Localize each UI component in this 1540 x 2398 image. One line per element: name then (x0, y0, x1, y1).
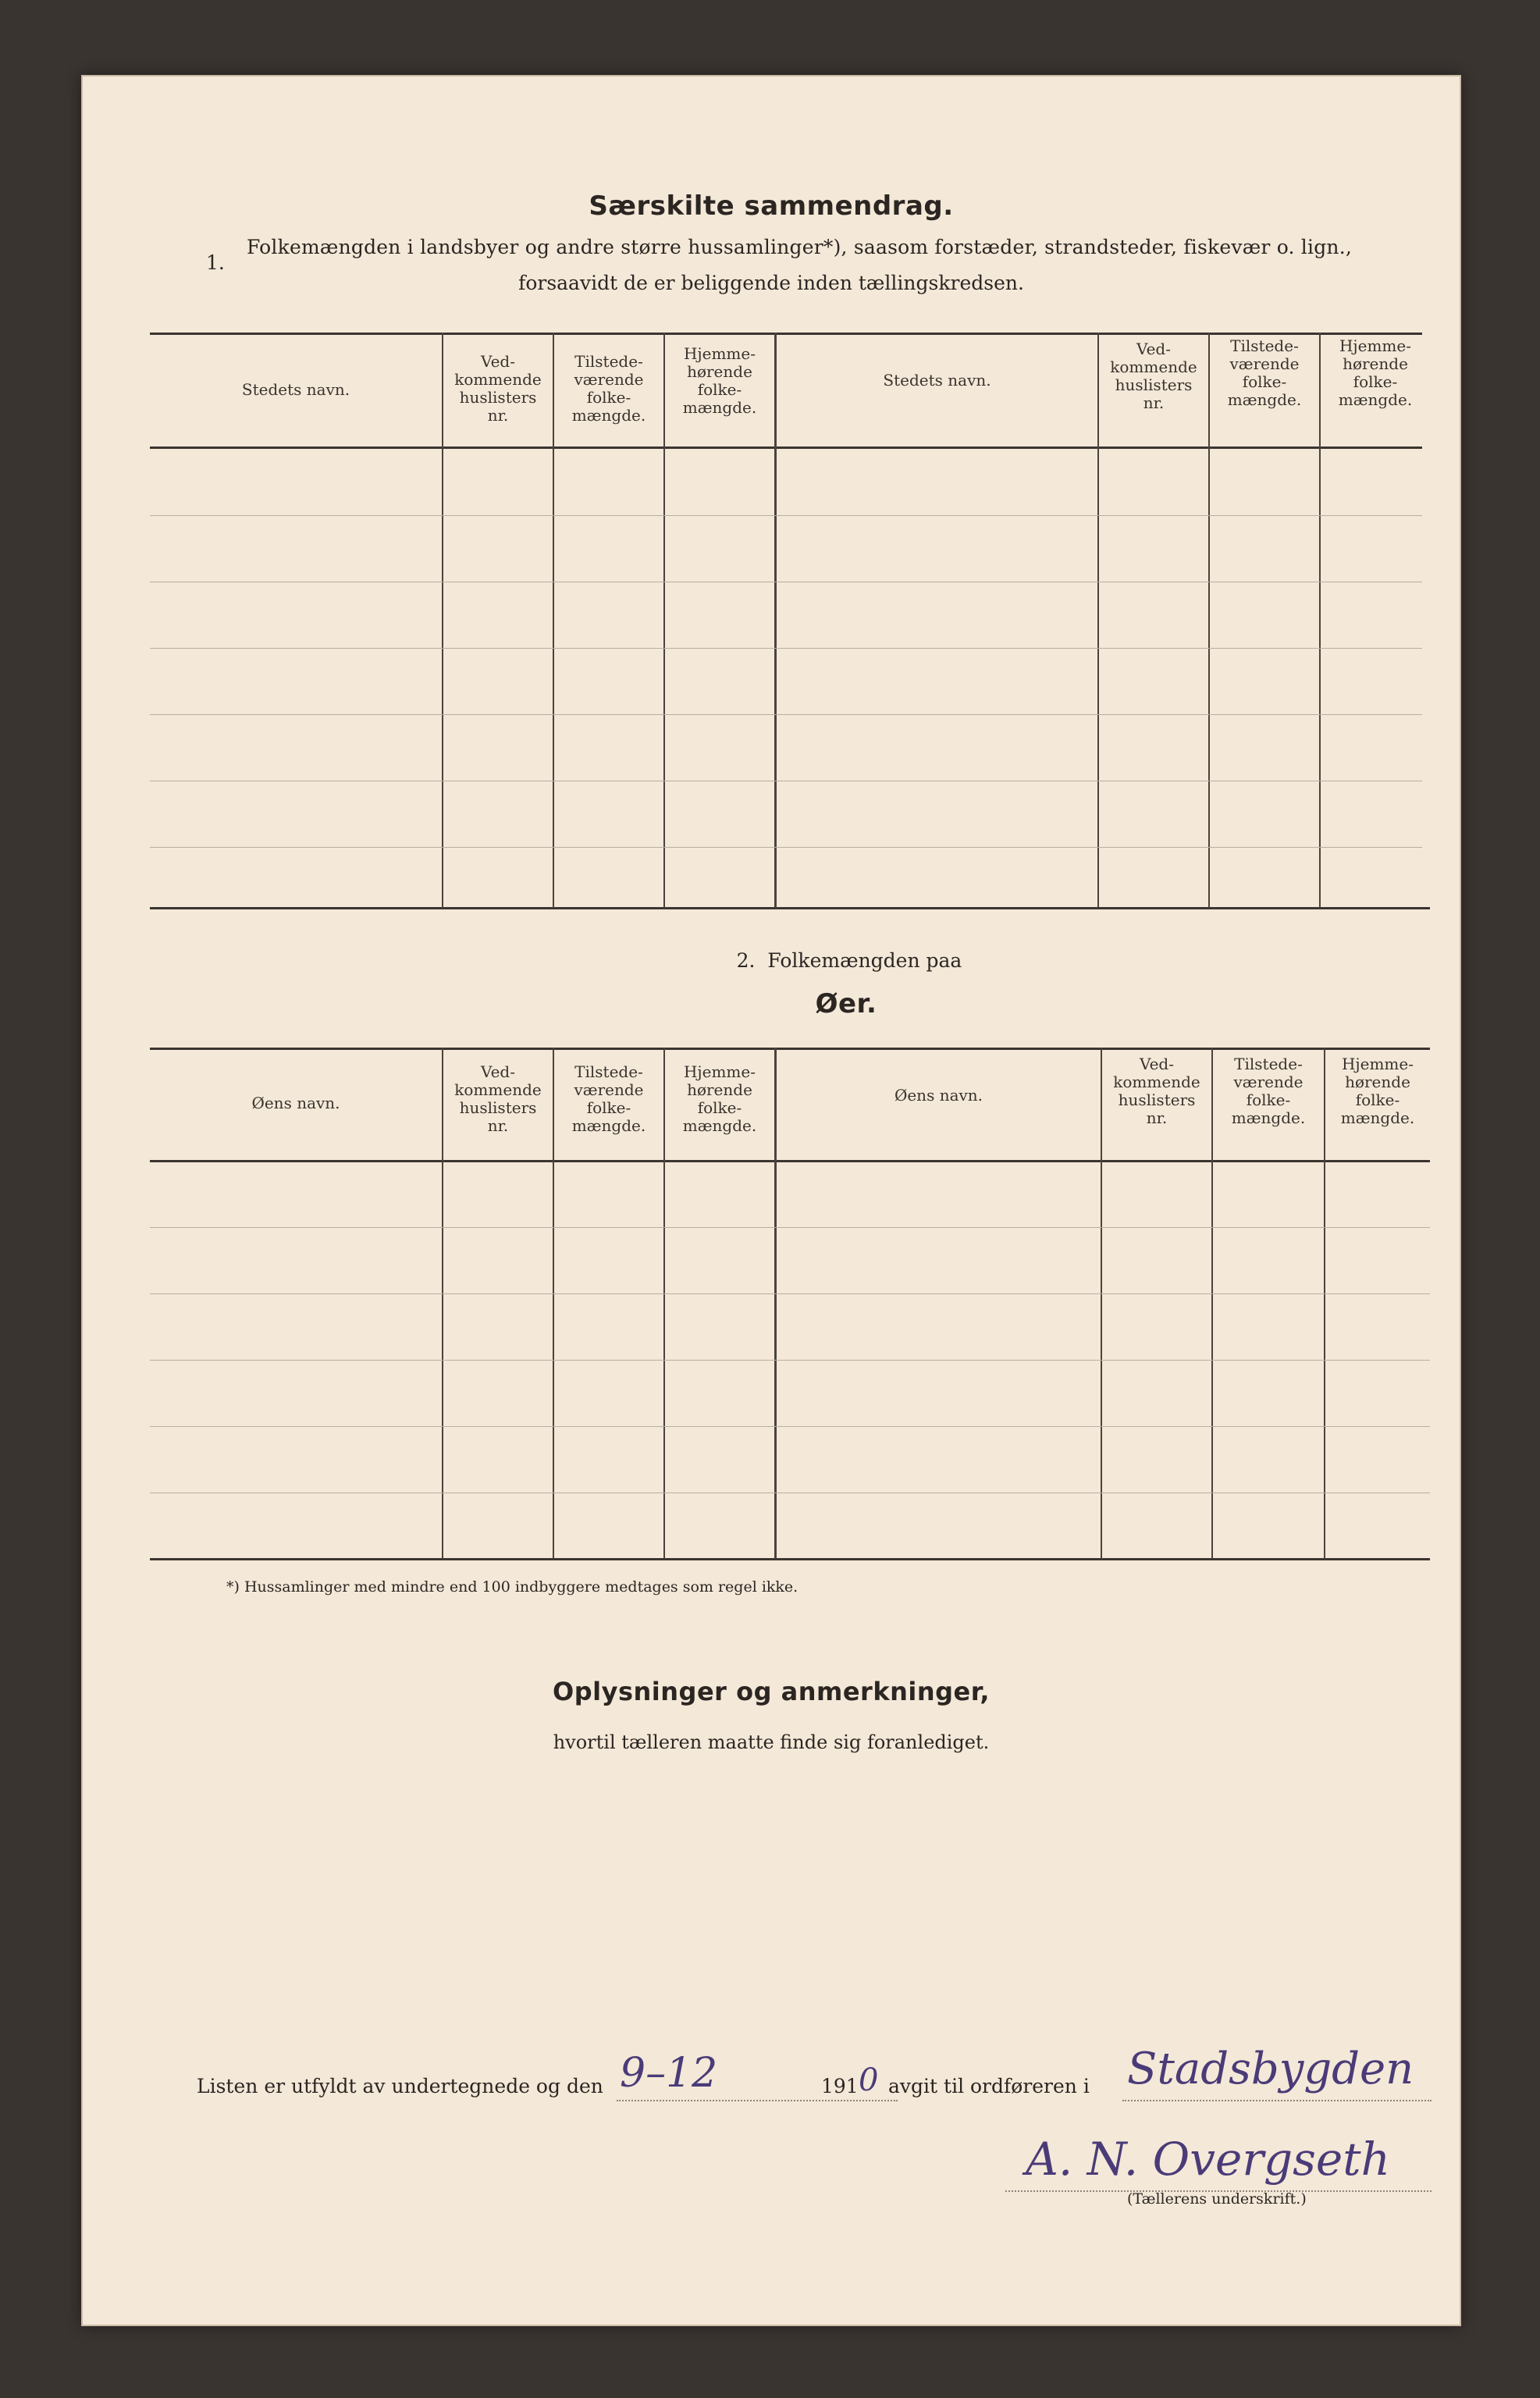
footnote: *) Hussamlinger med mindre end 100 indbyggere medtages som regel ikke. (226, 1578, 798, 1596)
t2-header-present-right: Tilstede- værende folke- mængde. (1231, 1055, 1306, 1127)
t1-header-list-right: Ved- kommende huslisters nr. (1110, 340, 1197, 412)
page-title: Særskilte sammendrag. (589, 190, 954, 222)
t1-header-present-right: Tilstede- værende folke- mængde. (1227, 336, 1302, 409)
remarks-subtitle: hvortil tælleren maatte finde sig foranlediget. (553, 1731, 990, 1753)
completion-text: Listen er utfyldt av undertegnede og den (197, 2075, 603, 2097)
t1-header-list-left: Ved- kommende huslisters nr. (454, 352, 542, 425)
t1-header-resident-left: Hjemme- hørende folke- mængde. (682, 344, 757, 417)
year-handwritten: 0 (859, 2062, 879, 2098)
census-form-page (81, 75, 1461, 2326)
section1-number: 1. (206, 251, 225, 274)
t1-header-resident-right: Hjemme- hørende folke- mængde. (1338, 336, 1413, 409)
section1-text-line2: forsaavidt de er beliggende inden tællingskredsen. (518, 272, 1024, 294)
t2-header-resident-left: Hjemme- hørende folke- mængde. (682, 1062, 757, 1135)
t1-header-place-left: Stedets navn. (241, 380, 350, 399)
t2-header-island-right: Øens navn. (894, 1086, 983, 1105)
date-handwritten: 9–12 (620, 2050, 718, 2097)
t2-header-list-left: Ved- kommende huslisters nr. (454, 1062, 542, 1135)
signature-handwritten: A. N. Overgseth (1026, 2133, 1390, 2186)
year-prefix: 191 (821, 2075, 859, 2097)
t1-header-place-right: Stedets navn. (883, 371, 991, 390)
t2-header-resident-right: Hjemme- hørende folke- mængde. (1340, 1055, 1415, 1127)
remarks-title: Oplysninger og anmerkninger, (553, 1677, 990, 1706)
t1-header-present-left: Tilstede- værende folke- mængde. (571, 352, 646, 425)
section1-text-line1: Folkemængden i landsbyer og andre større hussamlinger*), saasom forstæder, strandsteder, fiskevær o. lign., (247, 236, 1352, 258)
t2-header-island-left: Øens navn. (251, 1094, 340, 1112)
t2-header-present-left: Tilstede- værende folke- mængde. (571, 1062, 646, 1135)
delivered-text: avgit til ordføreren i (888, 2075, 1090, 2097)
place-handwritten: Stadsbygden (1127, 2044, 1414, 2094)
section2-title: Øer. (815, 988, 877, 1019)
section2-heading: 2. Folkemængden paa (736, 949, 962, 972)
t2-header-list-right: Ved- kommende huslisters nr. (1113, 1055, 1200, 1127)
signature-caption: (Tællerens underskrift.) (1127, 2190, 1307, 2208)
